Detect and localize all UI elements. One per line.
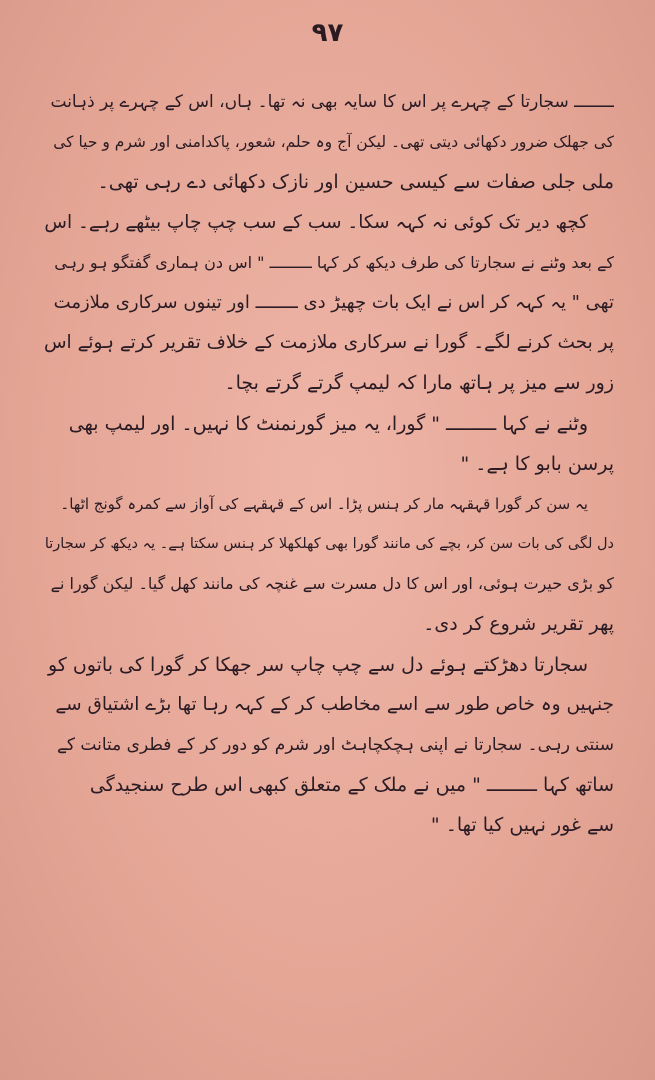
text-line: کے بعد وٹنے نے سجارتا کی طرف دیکھ کر کہا ـــــــــ " اس دن ہماری گفتگو ہو رہی [54,252,614,272]
text-line: پرسن بابو کا ہے۔ " [460,452,614,475]
text-line: تھی " یہ کہہ کر اس نے ایک بات چھیڑ دی ــــــــ اور تینوں سرکاری ملازمت [53,291,614,313]
text-line: کو بڑی حیرت ہوئی، اور اس کا دل مسرت سے غنچہ کی مانند کھل گیا۔ لیکن گورا نے [50,574,614,594]
text-line: سے غور نہیں کیا تھا۔ " [430,814,614,837]
text-line: دل لگی کی بات سن کر، بچے کی مانند گورا بھی کھلکھلا کر ہنس سکتا ہے۔ یہ دیکھ کر سجارتا [44,536,614,553]
text-line: ملی جلی صفات سے کیسی حسین اور نازک دکھائی دے رہی تھی۔ [97,171,614,194]
text-line: ساتھ کہا ـــــــــ " میں نے ملک کے متعلق کبھی اس طرح سنجیدگی [89,774,614,797]
text-line: زور سے میز پر ہاتھ مارا کہ لیمپ گرتے گرتے بچا۔ [224,372,614,395]
text-line: سجارتا دھڑکتے ہوئے دل سے چپ چاپ سر جھکا کر گورا کی باتوں کو [47,653,588,676]
page-text [44,82,614,846]
text-line: کی جھلک ضرور دکھائی دیتی تھی۔ لیکن آج وہ حلم، شعور، پاکدامنی اور شرم و حیا کی [53,133,614,152]
text-line: ــــــــ سجارتا کے چہرے پر اس کا سایہ بھی نہ تھا۔ ہاں، اس کے چہرے پر ذہانت [50,92,614,112]
page-number: ۹۷ [311,18,344,48]
text-line: وٹنے نے کہا ـــــــــ " گورا، یہ میز گورنمنٹ کا نہیں۔ اور لیمپ بھی [68,412,588,435]
text-line: سنتی رہی۔ سجارتا نے اپنی ہچکچاہٹ اور شرم کو دور کر کے فطری متانت کے [56,735,614,755]
text-line: جنہیں وہ خاص طور سے اسے مخاطب کر کے کہہ رہا تھا بڑے اشتیاق سے [55,693,614,715]
text-line: پر بحث کرنے لگے۔ گورا نے سرکاری ملازمت کے خلاف تقریر کرتے ہوئے اس [44,332,614,354]
text-line: پھر تقریر شروع کر دی۔ [423,613,614,636]
text-line: یہ سن کر گورا قہقہہ مار کر ہنس پڑا۔ اس کے قہقہے کی آواز سے کمرہ گونج اٹھا۔ [60,494,588,513]
text-line: کچھ دیر تک کوئی نہ کہہ سکا۔ سب کے سب چپ چاپ بیٹھے رہے۔ اس [44,211,588,233]
